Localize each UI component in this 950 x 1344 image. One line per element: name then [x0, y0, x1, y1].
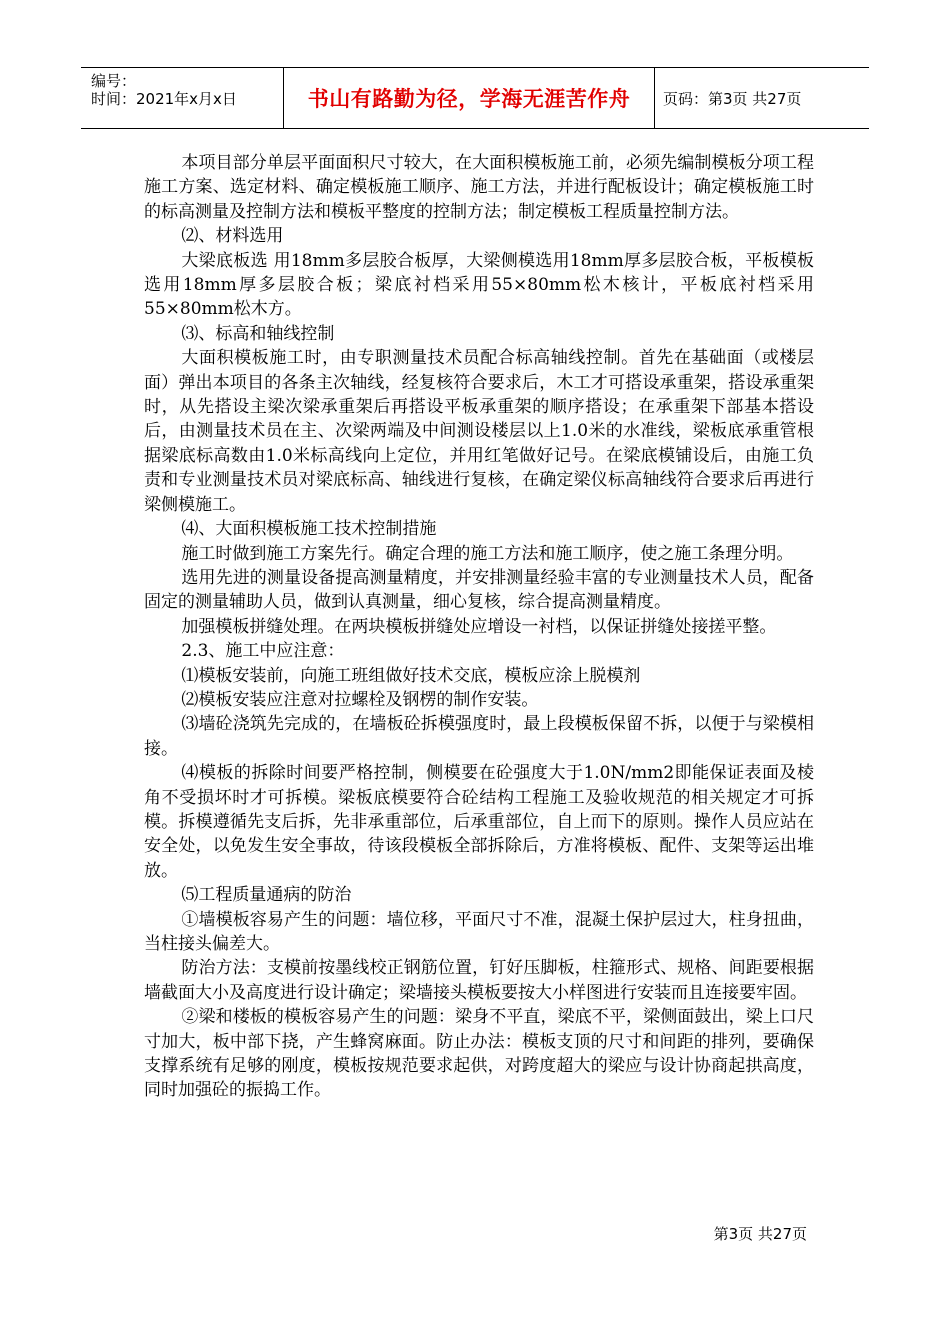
document-time-label: 时间：2021年x月x日 — [91, 90, 237, 108]
list-item: ⑴模板安装前，向施工班组做好技术交底，模板应涂上脱模剂 — [181, 665, 641, 686]
document-body — [144, 151, 814, 1103]
paragraph: 大面积模板施工时，由专职测量技术员配合标高轴线控制。首先在基础面（或楼层面）弹出本项目的各条主次轴线，经复核符合要求后，木工才可搭设承重架，搭设承重架时，从先搭设主梁次梁承重架后再搭设平板承重架的顺序搭设；在承重架下部基本搭设后，由测量技术员在主、次梁两端及中间测设楼层以上1.0米的水准线，梁板底承重管根据梁底标高数由1.0米标高线向上定位，并用红笔做好记号。在梁底模铺设后，由施工负责和专业测量技术员对梁底标高、轴线进行复核，在确定梁仪标高轴线符合要求后再进行梁侧模施工。 — [144, 348, 814, 515]
list-item: ⑶墙砼浇筑先完成的，在墙板砼拆模强度时，最上段模板保留不拆，以便于与梁模相接。 — [144, 714, 814, 759]
list-item: ⑸工程质量通病的防治 — [181, 885, 352, 906]
header-page-info: 页码：第3页 共27页 — [663, 89, 802, 108]
paragraph: 防治方法：支模前按墨线校正钢筋位置，钉好压脚板，柱箍形式、规格、间距要根据墙截面大小及高度进行设计确定；梁墙接头模板要按大小样图进行安装而且连接要牢固。 — [144, 958, 814, 1003]
list-item: ⑷模板的拆除时间要严格控制，侧模要在砼强度大于1.0N/mm2即能保证表面及棱角不受损坏时才可拆模。梁板底模要符合砼结构工程施工及验收规范的相关规定才可拆模。拆模遵循先支后拆，先非承重部位，后承重部位，自上而下的原则。操作人员应站在安全处，以免发生安全事故，待该段模板全部拆除后，方准将模板、配件、支架等运出堆放。 — [144, 763, 814, 881]
paragraph: ②梁和楼板的模板容易产生的问题：梁身不平直，梁底不平，梁侧面鼓出，梁上口尺寸加大，板中部下挠，产生蜂窝麻面。防止办法：模板支顶的尺寸和间距的排列，要确保支撑系统有足够的刚度，模板按规范要求起供，对跨度超大的梁应与设计协商起拱高度，同时加强砼的振捣工作。 — [144, 1007, 814, 1101]
page-footer: 第3页 共27页 — [713, 1225, 807, 1243]
paragraph: ①墙模板容易产生的问题：墙位移，平面尺寸不准，混凝土保护层过大，柱身扭曲，当柱接头偏差大。 — [144, 909, 814, 954]
paragraph: 加强模板拼缝处理。在两块模板拼缝处应增设一衬档，以保证拼缝处接搓平整。 — [181, 616, 777, 637]
header-motto: 书山有路勤为径，学海无涯苦作舟 — [283, 68, 655, 128]
list-item: ⑵模板安装应注意对拉螺栓及钢楞的制作安装。 — [181, 689, 539, 710]
section-heading: ⑷、大面积模板施工技术控制措施 — [181, 519, 437, 540]
paragraph: 大梁底板选 用18mm多层胶合板厚，大梁侧模选用18mm厚多层胶合板，平板模板选用18mm厚多层胶合板；梁底衬档采用55×80mm松木核计，平板底衬档采用55×80mm松木方。 — [144, 250, 814, 320]
section-heading: ⑵、材料选用 — [181, 226, 284, 247]
section-heading: ⑶、标高和轴线控制 — [181, 323, 335, 344]
paragraph: 施工时做到施工方案先行。确定合理的施工方法和施工顺序，使之施工条理分明。 — [181, 543, 794, 564]
document-number-label: 编号： — [91, 72, 137, 90]
header-meta — [91, 72, 237, 108]
section-heading: 2.3、施工中应注意： — [181, 641, 345, 662]
paragraph: 本项目部分单层平面面积尺寸较大，在大面积模板施工前，必须先编制模板分项工程施工方案、选定材料、确定模板施工顺序、施工方法，并进行配板设计；确定模板施工时的标高测量及控制方法和模板平整度的控制方法；制定模板工程质量控制方法。 — [144, 153, 814, 222]
page-header — [81, 67, 869, 129]
paragraph: 选用先进的测量设备提高测量精度，并安排测量经验丰富的专业测量技术人员，配备固定的测量辅助人员，做到认真测量，细心复核，综合提高测量精度。 — [144, 567, 814, 613]
